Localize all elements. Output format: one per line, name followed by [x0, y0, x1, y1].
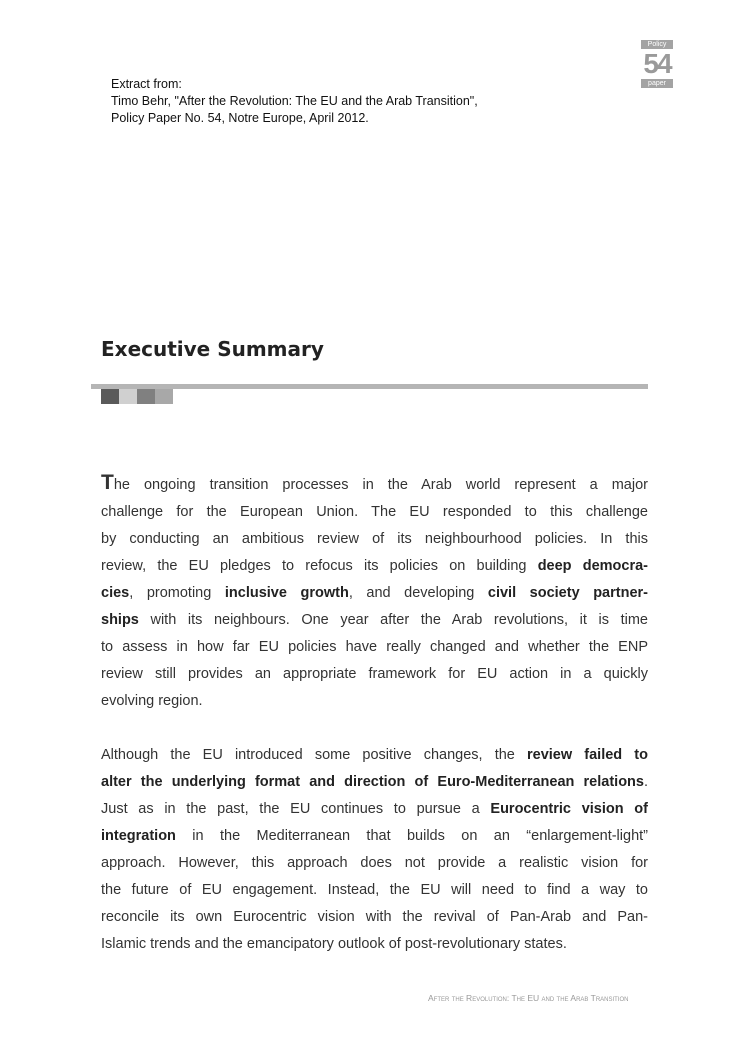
text-line: evolving region.	[101, 693, 203, 709]
text-line: approach. However, this approach does not provide a realistic vision for	[101, 855, 648, 871]
title-rule	[91, 384, 648, 389]
decor-square	[101, 389, 119, 404]
paragraph-1	[101, 472, 648, 715]
text-line: by conducting an ambitious review of its neighbourhood policies. In this	[101, 531, 648, 547]
text: Although the EU introduced some positive changes, the	[101, 747, 527, 763]
badge-top: Policy	[641, 40, 673, 49]
badge-number: 54	[643, 48, 671, 79]
emphasis: civil society partner-	[487, 585, 648, 601]
extract-line: Extract from:	[111, 77, 182, 91]
emphasis: alter the underlying format and direction of Euro-Mediterranean relations	[101, 774, 644, 790]
decor-square	[137, 389, 155, 404]
text: , promoting	[129, 585, 225, 601]
emphasis: cies	[101, 585, 130, 601]
drop-cap: T	[101, 471, 114, 494]
emphasis: deep democra-	[537, 558, 648, 574]
extract-line: Policy Paper No. 54, Notre Europe, April 2012.	[111, 111, 369, 125]
text-line: Islamic trends and the emancipatory outlook of post-revolutionary states.	[101, 936, 567, 952]
emphasis: inclusive growth	[224, 585, 349, 601]
emphasis: integration	[101, 828, 176, 844]
text: in the Mediterranean that builds on an “enlargement-light”	[175, 828, 648, 844]
paragraph-2	[101, 742, 648, 958]
emphasis: review failed to	[527, 747, 648, 763]
main-text-column	[101, 472, 648, 1004]
emphasis: ships	[101, 612, 139, 628]
text: Just as in the past, the EU continues to pursue a	[101, 801, 491, 817]
running-footer: After the Revolution: The EU and the Arab Transition	[428, 993, 629, 1003]
text: , and developing	[348, 585, 488, 601]
text: review, the EU pledges to refocus its policies on building	[101, 558, 538, 574]
text-line: review still provides an appropriate framework for EU action in a quickly	[101, 666, 648, 682]
text: he ongoing transition processes in the Arab world represent a major	[113, 477, 648, 493]
decor-square	[119, 389, 137, 404]
text-line: to assess in how far EU policies have really changed and whether the ENP	[101, 639, 648, 655]
text: .	[643, 774, 648, 790]
text-line: reconcile its own Eurocentric vision with the revival of Pan-Arab and Pan-	[101, 909, 648, 925]
extract-line: Timo Behr, "After the Revolution: The EU and the Arab Transition",	[111, 94, 478, 108]
section-title: Executive Summary	[101, 337, 324, 361]
emphasis: Eurocentric vision of	[490, 801, 648, 817]
decor-square	[155, 389, 173, 404]
text-line: challenge for the European Union. The EU responded to this challenge	[101, 504, 648, 520]
extract-citation	[111, 76, 478, 127]
badge-bottom: paper	[641, 79, 673, 88]
text: with its neighbours. One year after the Arab revolutions, it is time	[138, 612, 648, 628]
policy-paper-badge	[641, 40, 673, 88]
text-line: the future of EU engagement. Instead, the EU will need to find a way to	[101, 882, 648, 898]
